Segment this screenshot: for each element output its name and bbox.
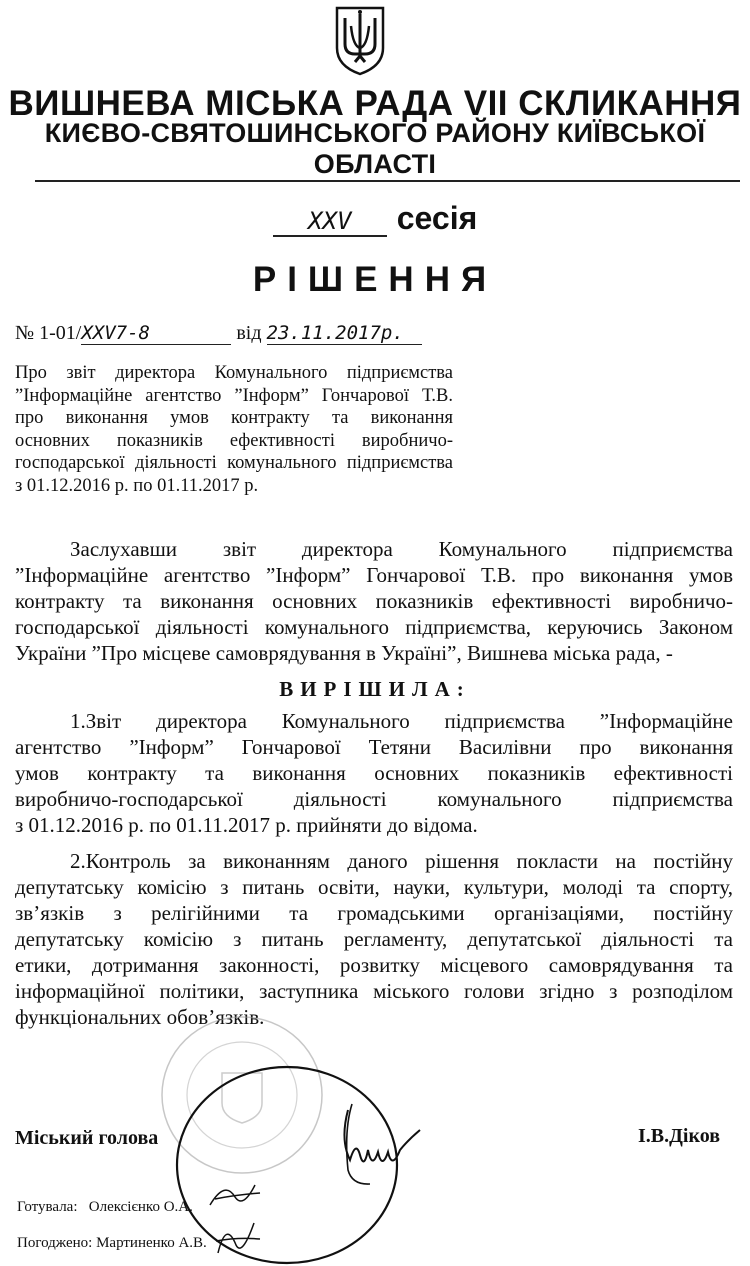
subject-line: основних показників ефективності виробничо- [15, 430, 453, 451]
preparer-signature [205, 1175, 265, 1215]
item-2-line: 2.Контроль за виконанням даного рішення покласти на постійну [70, 849, 733, 873]
decision-number: XXV7-8 [81, 322, 231, 345]
subject-line: з 01.12.2016 р. по 01.11.2017 р. [15, 475, 259, 496]
council-title: ВИШНЕВА МІСЬКА РАДА VII СКЛИКАННЯ [8, 84, 742, 123]
agreed-by: Погоджено: Мартиненко А.В. [17, 1235, 207, 1251]
council-region: КИЄВО-СВЯТОШИНСЬКОГО РАЙОНУ КИЇВСЬКОЇ ОБЛАСТІ [44, 118, 706, 179]
item-1-paragraph [15, 708, 733, 838]
approver-signature [210, 1215, 265, 1260]
session-number: XXV [273, 207, 387, 237]
trident-emblem-icon [331, 4, 389, 76]
document-title: РІШЕННЯ [252, 260, 498, 299]
decision-date: 23.11.2017р. [267, 322, 422, 345]
subject-line: ”Інформаційне агентство ”Інформ” Гончарової Т.В. [15, 385, 453, 406]
item-2-line: функціональних обов’язків. [15, 1005, 265, 1029]
signature-position: Міський голова [15, 1127, 159, 1149]
preamble-line: Заслухавши звіт директора Комунального підприємства [70, 537, 733, 561]
item-2-line: депутатську комісію з питань освіти, науки, культури, молоді та спорту, [15, 875, 733, 899]
number-prefix: № 1-01/ [15, 322, 82, 344]
session-label: сесія [396, 200, 478, 236]
preamble-line: контракту та виконання основних показників ефективності виробничо- [15, 589, 733, 613]
decision-number-line [15, 322, 422, 345]
resolved-heading: ВИРІШИЛА: [279, 677, 471, 701]
preamble-line: ”Інформаційне агентство ”Інформ” Гончарової Т.В. про виконання умов [15, 563, 733, 587]
item-1-line: з 01.12.2016 р. по 01.11.2017 р. прийняти до відома. [15, 813, 478, 837]
item-1-line: 1.Звіт директора Комунального підприємства ”Інформаційне [70, 709, 733, 733]
item-1-line: агентство ”Інформ” Гончарової Тетяни Василівни про виконання [15, 735, 733, 759]
header-divider [35, 180, 740, 182]
subject-block [15, 362, 453, 497]
preamble-line: господарської діяльності комунального підприємства, керуючись Законом [15, 615, 733, 639]
item-2-line: інформаційної політики, заступника міського голови згідно з розподілом [15, 979, 733, 1003]
prepared-by: Готувала: Олексієнко О.А. [17, 1199, 193, 1215]
item-2-line: зв’язків з релігійними та громадськими організаціями, постійну [15, 901, 733, 925]
item-1-line: умов контракту та виконання основних показників ефективності [15, 761, 733, 785]
item-2-line: етики, дотримання законності, розвитку місцевого самоврядування та [15, 953, 733, 977]
preamble-line: України ”Про місцеве самоврядування в Україні”, Вишнева міська рада, - [15, 641, 673, 665]
item-1-line: виробничо-господарської діяльності комунального підприємства [15, 787, 733, 811]
subject-line: Про звіт директора Комунального підприємства [15, 363, 453, 383]
subject-line: про виконання умов контракту та виконання [15, 408, 453, 428]
item-2-paragraph [15, 848, 733, 1030]
date-prefix: від [236, 322, 262, 344]
mayor-signature [330, 1100, 450, 1190]
preamble-paragraph [15, 536, 733, 666]
signature-name: І.В.Діков [638, 1125, 721, 1147]
session-line [0, 200, 750, 237]
item-2-line: депутатську комісію з питань регламенту, депутатської діяльності та [15, 927, 733, 951]
subject-line: господарської діяльності комунального підприємства [15, 453, 453, 473]
